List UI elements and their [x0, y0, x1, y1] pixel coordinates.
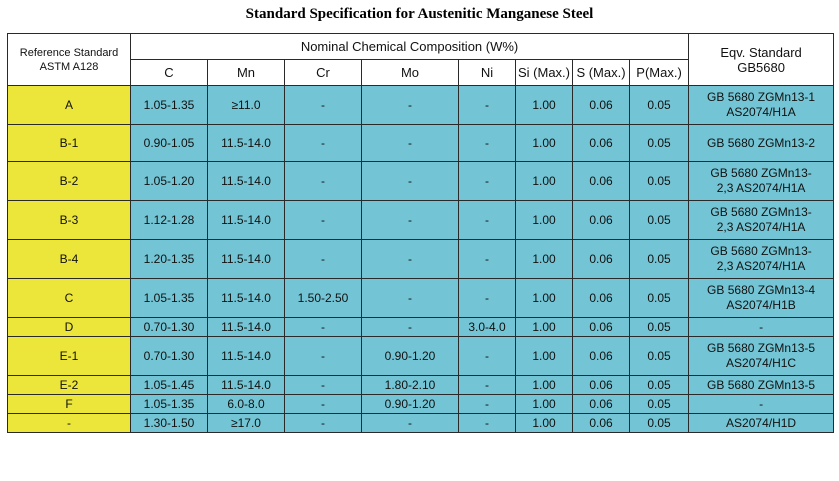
cell-ref: -: [8, 414, 131, 433]
eqv-line1: AS2074/H1D: [726, 415, 797, 430]
cell-si: 1.00: [516, 125, 573, 162]
cell-mo: -: [362, 162, 459, 201]
table-row: [8, 125, 834, 162]
table-row: [8, 162, 834, 201]
cell-ref: F: [8, 395, 131, 414]
cell-ref: E-2: [8, 376, 131, 395]
cell-mo: 0.90-1.20: [362, 337, 459, 376]
eqv-line1: -: [759, 319, 764, 334]
table-row: [8, 318, 834, 337]
cell-s: 0.06: [573, 318, 630, 337]
cell-eqv: [689, 201, 834, 240]
cell-p: 0.05: [630, 395, 689, 414]
cell-si: 1.00: [516, 318, 573, 337]
cell-ni: -: [459, 279, 516, 318]
cell-eqv: [689, 337, 834, 376]
cell-c: 0.70-1.30: [131, 318, 208, 337]
eqv-line1: GB 5680 ZGMn13-: [710, 205, 812, 219]
cell-eqv: [689, 162, 834, 201]
cell-c: 1.20-1.35: [131, 240, 208, 279]
column-header-c: C: [131, 60, 208, 86]
cell-c: 1.05-1.35: [131, 86, 208, 125]
table-row: [8, 86, 834, 125]
cell-ref: C: [8, 279, 131, 318]
cell-ni: -: [459, 125, 516, 162]
cell-si: 1.00: [516, 414, 573, 433]
cell-c: 1.12-1.28: [131, 201, 208, 240]
cell-s: 0.06: [573, 376, 630, 395]
spec-table-body: [8, 86, 834, 433]
cell-mn: 11.5-14.0: [208, 162, 285, 201]
cell-si: 1.00: [516, 240, 573, 279]
cell-mn: ≥17.0: [208, 414, 285, 433]
cell-cr: -: [285, 201, 362, 240]
cell-s: 0.06: [573, 240, 630, 279]
eqv-line2: 2,3 AS2074/H1A: [716, 181, 806, 195]
cell-ref: E-1: [8, 337, 131, 376]
ref-standard-header-line2: ASTM A128: [39, 60, 99, 73]
cell-ni: -: [459, 414, 516, 433]
cell-si: 1.00: [516, 337, 573, 376]
eqv-line2: AS2074/H1B: [726, 298, 796, 312]
eqv-standard-header: [689, 34, 834, 86]
table-row: [8, 279, 834, 318]
cell-si: 1.00: [516, 86, 573, 125]
cell-mo: -: [362, 201, 459, 240]
cell-mn: ≥11.0: [208, 86, 285, 125]
cell-cr: -: [285, 125, 362, 162]
eqv-line1: GB 5680 ZGMn13-4: [707, 283, 816, 297]
column-header-si: Si (Max.): [516, 60, 573, 86]
cell-eqv: [689, 395, 834, 414]
cell-ref: B-1: [8, 125, 131, 162]
cell-c: 0.90-1.05: [131, 125, 208, 162]
cell-p: 0.05: [630, 279, 689, 318]
cell-p: 0.05: [630, 337, 689, 376]
cell-c: 0.70-1.30: [131, 337, 208, 376]
cell-s: 0.06: [573, 395, 630, 414]
eqv-line1: GB 5680 ZGMn13-: [710, 244, 812, 258]
cell-eqv: [689, 318, 834, 337]
cell-mo: 0.90-1.20: [362, 395, 459, 414]
cell-eqv: [689, 376, 834, 395]
cell-mn: 11.5-14.0: [208, 201, 285, 240]
eqv-standard-header-line1: Eqv. Standard: [720, 44, 802, 60]
table-title: Standard Specification for Austenitic Manganese Steel: [245, 6, 594, 22]
cell-mn: 11.5-14.0: [208, 279, 285, 318]
column-header-s: S (Max.): [573, 60, 630, 86]
cell-si: 1.00: [516, 376, 573, 395]
cell-s: 0.06: [573, 279, 630, 318]
table-row: [8, 240, 834, 279]
eqv-line1: GB 5680 ZGMn13-5: [707, 377, 816, 392]
cell-c: 1.05-1.20: [131, 162, 208, 201]
cell-c: 1.05-1.35: [131, 395, 208, 414]
cell-c: 1.05-1.45: [131, 376, 208, 395]
cell-ref: B-2: [8, 162, 131, 201]
spec-table: [7, 33, 834, 433]
cell-cr: -: [285, 395, 362, 414]
cell-p: 0.05: [630, 162, 689, 201]
cell-mn: 11.5-14.0: [208, 240, 285, 279]
cell-cr: -: [285, 337, 362, 376]
table-row: [8, 201, 834, 240]
cell-mn: 11.5-14.0: [208, 376, 285, 395]
cell-cr: -: [285, 318, 362, 337]
cell-p: 0.05: [630, 201, 689, 240]
cell-p: 0.05: [630, 86, 689, 125]
cell-ref: A: [8, 86, 131, 125]
column-header-ni: Ni: [459, 60, 516, 86]
cell-mo: 1.80-2.10: [362, 376, 459, 395]
cell-ref: B-3: [8, 201, 131, 240]
cell-ref: B-4: [8, 240, 131, 279]
cell-c: 1.05-1.35: [131, 279, 208, 318]
cell-mn: 11.5-14.0: [208, 337, 285, 376]
table-row: [8, 337, 834, 376]
cell-ni: -: [459, 86, 516, 125]
cell-ni: -: [459, 162, 516, 201]
ref-standard-header: [8, 34, 131, 86]
cell-eqv: [689, 86, 834, 125]
cell-mn: 11.5-14.0: [208, 125, 285, 162]
cell-mo: -: [362, 240, 459, 279]
cell-cr: 1.50-2.50: [285, 279, 362, 318]
ref-standard-header-line1: Reference Standard: [19, 46, 119, 59]
cell-s: 0.06: [573, 125, 630, 162]
cell-p: 0.05: [630, 414, 689, 433]
cell-cr: -: [285, 240, 362, 279]
cell-mn: 6.0-8.0: [208, 395, 285, 414]
cell-s: 0.06: [573, 337, 630, 376]
column-header-cr: Cr: [285, 60, 362, 86]
cell-eqv: [689, 279, 834, 318]
cell-cr: -: [285, 162, 362, 201]
eqv-line1: GB 5680 ZGMn13-5: [707, 341, 816, 355]
eqv-line2: 2,3 AS2074/H1A: [716, 259, 806, 273]
column-header-mn: Mn: [208, 60, 285, 86]
table-row: [8, 376, 834, 395]
cell-ni: -: [459, 201, 516, 240]
cell-si: 1.00: [516, 279, 573, 318]
cell-p: 0.05: [630, 318, 689, 337]
eqv-line1: GB 5680 ZGMn13-: [710, 166, 812, 180]
table-row: [8, 414, 834, 433]
cell-c: 1.30-1.50: [131, 414, 208, 433]
cell-p: 0.05: [630, 240, 689, 279]
cell-eqv: [689, 125, 834, 162]
nominal-composition-header: Nominal Chemical Composition (W%): [131, 34, 689, 60]
column-header-mo: Mo: [362, 60, 459, 86]
eqv-standard-header-line2: GB5680: [737, 59, 785, 75]
cell-mn: 11.5-14.0: [208, 318, 285, 337]
eqv-line2: 2,3 AS2074/H1A: [716, 220, 806, 234]
cell-ni: -: [459, 376, 516, 395]
cell-mo: -: [362, 318, 459, 337]
cell-s: 0.06: [573, 86, 630, 125]
cell-cr: -: [285, 376, 362, 395]
cell-ni: 3.0-4.0: [459, 318, 516, 337]
eqv-line1: -: [759, 396, 764, 411]
cell-mo: -: [362, 279, 459, 318]
cell-si: 1.00: [516, 162, 573, 201]
cell-mo: -: [362, 125, 459, 162]
cell-eqv: [689, 240, 834, 279]
cell-mo: -: [362, 86, 459, 125]
eqv-line1: GB 5680 ZGMn13-2: [707, 135, 816, 150]
table-row: [8, 395, 834, 414]
cell-eqv: [689, 414, 834, 433]
cell-cr: -: [285, 86, 362, 125]
cell-si: 1.00: [516, 395, 573, 414]
cell-p: 0.05: [630, 125, 689, 162]
cell-mo: -: [362, 414, 459, 433]
cell-ni: -: [459, 337, 516, 376]
cell-s: 0.06: [573, 162, 630, 201]
header-row-top: [8, 34, 834, 60]
column-header-p: P(Max.): [630, 60, 689, 86]
cell-s: 0.06: [573, 414, 630, 433]
eqv-line1: GB 5680 ZGMn13-1: [707, 90, 816, 104]
cell-ni: -: [459, 240, 516, 279]
eqv-line2: AS2074/H1A: [726, 105, 796, 119]
cell-ni: -: [459, 395, 516, 414]
eqv-line2: AS2074/H1C: [726, 356, 797, 370]
cell-si: 1.00: [516, 201, 573, 240]
cell-cr: -: [285, 414, 362, 433]
cell-p: 0.05: [630, 376, 689, 395]
cell-ref: D: [8, 318, 131, 337]
cell-s: 0.06: [573, 201, 630, 240]
